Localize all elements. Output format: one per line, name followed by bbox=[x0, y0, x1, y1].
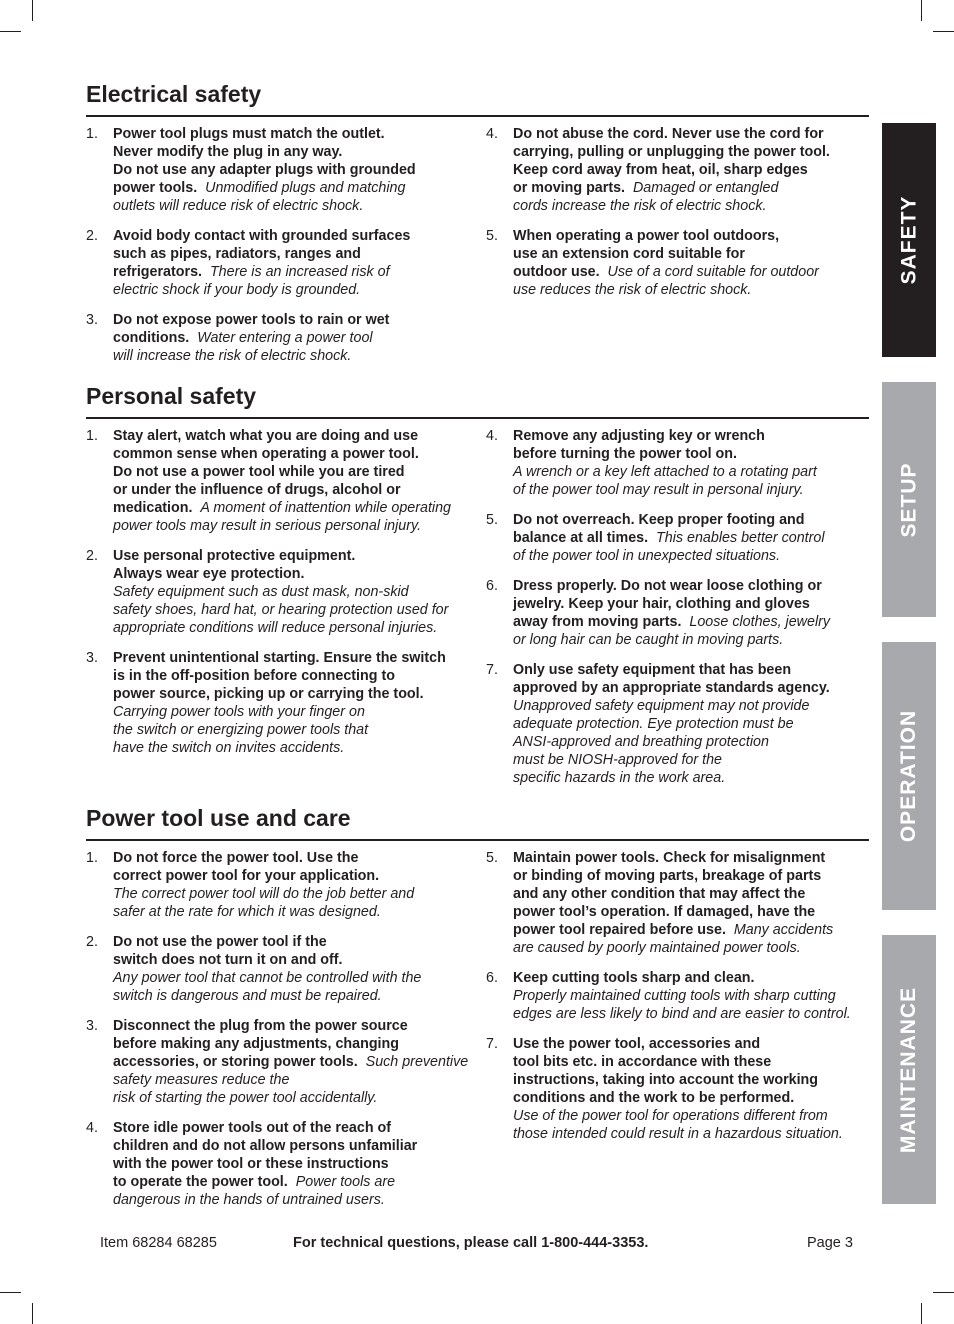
item-italic-text: cords increase the risk of electric shock. bbox=[513, 198, 767, 214]
item-italic-text: Damaged or entangled bbox=[632, 180, 779, 196]
item-text bbox=[113, 1017, 476, 1107]
item-italic-text: Water entering a power tool bbox=[197, 330, 373, 346]
item-bold-text: or binding of moving parts, breakage of parts bbox=[513, 868, 822, 884]
item-text bbox=[113, 933, 476, 1005]
crop-mark bbox=[0, 31, 21, 32]
item-bold-text: Keep cord away from heat, oil, sharp edges bbox=[513, 162, 808, 178]
section-title-power-tool-use-and-care: Power tool use and care bbox=[86, 805, 351, 831]
item-text bbox=[113, 125, 476, 215]
item-bold-text: balance at all times. bbox=[513, 530, 649, 546]
item-italic-text: safer at the rate for which it was designed. bbox=[113, 904, 381, 920]
item-number: 1. bbox=[86, 850, 98, 866]
item-bold-text: switch does not turn it on and off. bbox=[113, 952, 343, 968]
item-italic-text: edges are less likely to bind and are easier to control. bbox=[513, 1006, 851, 1022]
tab-safety-label: SAFETY bbox=[897, 195, 920, 285]
item-bold-text: Do not use any adapter plugs with grounded bbox=[113, 162, 416, 178]
section-title-electrical-safety: Electrical safety bbox=[86, 81, 262, 107]
item-italic-text: There is an increased risk of bbox=[209, 264, 390, 280]
item-bold-text: outdoor use. bbox=[513, 264, 600, 280]
crop-mark bbox=[921, 0, 922, 21]
list-item bbox=[486, 849, 868, 957]
item-italic-text: appropriate conditions will reduce personal injuries. bbox=[113, 620, 438, 636]
list-item bbox=[86, 427, 476, 535]
item-text bbox=[113, 427, 476, 535]
personal-safety-left-column bbox=[86, 427, 476, 769]
item-number: 6. bbox=[486, 970, 498, 986]
tab-operation-label: OPERATION bbox=[897, 709, 921, 843]
item-number: 3. bbox=[86, 650, 98, 666]
item-italic-text: power tools may result in serious personal injury. bbox=[113, 518, 422, 534]
item-italic-text: Use of the power tool for operations different from bbox=[513, 1108, 828, 1124]
item-bold-text: Do not force the power tool. Use the bbox=[113, 850, 359, 866]
item-bold-text: Use personal protective equipment. bbox=[113, 548, 356, 564]
tab-maintenance-label: MAINTENANCE bbox=[897, 986, 921, 1153]
item-number: 7. bbox=[486, 662, 498, 678]
item-text bbox=[513, 1035, 868, 1143]
item-italic-text: specific hazards in the work area. bbox=[513, 770, 726, 786]
item-text bbox=[113, 1119, 476, 1209]
crop-mark bbox=[933, 1292, 954, 1293]
footer-item-number: Item 68284 68285 bbox=[100, 1235, 217, 1251]
item-bold-text: Stay alert, watch what you are doing and use bbox=[113, 428, 419, 444]
item-bold-text: Do not expose power tools to rain or wet bbox=[113, 312, 390, 328]
item-bold-text: such as pipes, radiators, ranges and bbox=[113, 246, 361, 262]
item-text bbox=[513, 577, 868, 649]
list-item bbox=[486, 427, 868, 499]
item-italic-text: Unmodified plugs and matching bbox=[205, 180, 406, 196]
item-text bbox=[513, 227, 868, 299]
list-item bbox=[486, 511, 868, 565]
list-item bbox=[486, 577, 868, 649]
item-italic-text: electric shock if your body is grounded. bbox=[113, 282, 361, 298]
item-number: 6. bbox=[486, 578, 498, 594]
item-text bbox=[513, 125, 868, 215]
item-italic-text: those intended could result in a hazardous situation. bbox=[513, 1126, 843, 1142]
item-italic-text: Use of a cord suitable for outdoor bbox=[607, 264, 819, 280]
list-item bbox=[86, 1119, 476, 1209]
item-italic-text: Power tools are bbox=[295, 1174, 396, 1190]
item-number: 2. bbox=[86, 548, 98, 564]
item-italic-text: have the switch on invites accidents. bbox=[113, 740, 345, 756]
item-text bbox=[113, 227, 476, 299]
item-bold-text: conditions. bbox=[113, 330, 190, 346]
item-italic-text: A moment of inattention while operating bbox=[200, 500, 452, 516]
list-item bbox=[486, 661, 868, 787]
item-number: 7. bbox=[486, 1036, 498, 1052]
item-text bbox=[113, 547, 476, 637]
item-bold-text: Do not use a power tool while you are tired bbox=[113, 464, 405, 480]
item-bold-text: jewelry. Keep your hair, clothing and gloves bbox=[513, 596, 810, 612]
item-bold-text: and any other condition that may affect the bbox=[513, 886, 806, 902]
item-text bbox=[513, 849, 868, 957]
tab-operation[interactable] bbox=[882, 642, 936, 910]
item-bold-text: carrying, pulling or unplugging the power tool. bbox=[513, 144, 830, 160]
item-italic-text: Any power tool that cannot be controlled with the bbox=[113, 970, 422, 986]
item-italic-text: Such preventive safety measures reduce the bbox=[113, 1054, 469, 1088]
item-italic-text: risk of starting the power tool accidentally. bbox=[113, 1090, 378, 1106]
item-number: 2. bbox=[86, 228, 98, 244]
item-bold-text: is in the off-position before connecting to bbox=[113, 668, 395, 684]
item-bold-text: common sense when operating a power tool. bbox=[113, 446, 419, 462]
item-text bbox=[513, 661, 868, 787]
item-italic-text: adequate protection. Eye protection must be bbox=[513, 716, 794, 732]
item-number: 4. bbox=[86, 1120, 98, 1136]
footer-page-number: Page 3 bbox=[807, 1235, 853, 1251]
item-italic-text: A wrench or a key left attached to a rotating part bbox=[513, 464, 817, 480]
item-number: 2. bbox=[86, 934, 98, 950]
tab-maintenance[interactable] bbox=[882, 935, 936, 1204]
item-bold-text: Dress properly. Do not wear loose clothing or bbox=[513, 578, 822, 594]
item-bold-text: instructions, taking into account the working bbox=[513, 1072, 819, 1088]
list-item bbox=[86, 547, 476, 637]
item-italic-text: the switch or energizing power tools that bbox=[113, 722, 369, 738]
list-item bbox=[486, 227, 868, 299]
item-number: 5. bbox=[486, 512, 498, 528]
list-item bbox=[486, 125, 868, 215]
item-bold-text: Only use safety equipment that has been bbox=[513, 662, 792, 678]
electrical-safety-left-column bbox=[86, 125, 476, 377]
item-italic-text: Properly maintained cutting tools with sharp cutting bbox=[513, 988, 836, 1004]
item-number: 5. bbox=[486, 228, 498, 244]
power-tool-use-left-column bbox=[86, 849, 476, 1221]
item-bold-text: tool bits etc. in accordance with these bbox=[513, 1054, 772, 1070]
item-bold-text: Power tool plugs must match the outlet. bbox=[113, 126, 385, 142]
item-bold-text: Maintain power tools. Check for misalignment bbox=[513, 850, 826, 866]
item-bold-text: refrigerators. bbox=[113, 264, 202, 280]
item-text bbox=[513, 969, 868, 1023]
item-bold-text: to operate the power tool. bbox=[113, 1174, 288, 1190]
item-bold-text: Do not use the power tool if the bbox=[113, 934, 327, 950]
item-italic-text: are caused by poorly maintained power tools. bbox=[513, 940, 801, 956]
item-bold-text: power tools. bbox=[113, 180, 198, 196]
item-italic-text: safety shoes, hard hat, or hearing protection used for bbox=[113, 602, 449, 618]
item-bold-text: Do not abuse the cord. Never use the cord for bbox=[513, 126, 824, 142]
item-bold-text: medication. bbox=[113, 500, 193, 516]
list-item bbox=[86, 125, 476, 215]
list-item bbox=[86, 933, 476, 1005]
item-bold-text: Always wear eye protection. bbox=[113, 566, 305, 582]
item-number: 5. bbox=[486, 850, 498, 866]
item-italic-text: Unapproved safety equipment may not provide bbox=[513, 698, 810, 714]
list-item bbox=[486, 1035, 868, 1143]
crop-mark bbox=[32, 1303, 33, 1324]
item-italic-text: ANSI-approved and breathing protection bbox=[513, 734, 769, 750]
item-number: 1. bbox=[86, 126, 98, 142]
item-italic-text: use reduces the risk of electric shock. bbox=[513, 282, 752, 298]
item-italic-text: will increase the risk of electric shock. bbox=[113, 348, 352, 364]
crop-mark bbox=[0, 1292, 21, 1293]
crop-mark bbox=[921, 1303, 922, 1324]
item-number: 4. bbox=[486, 428, 498, 444]
item-bold-text: Do not overreach. Keep proper footing and bbox=[513, 512, 805, 528]
tab-setup-label: SETUP bbox=[897, 461, 921, 538]
item-number: 1. bbox=[86, 428, 98, 444]
list-item bbox=[86, 649, 476, 757]
item-italic-text: This enables better control bbox=[656, 530, 825, 546]
item-italic-text: switch is dangerous and must be repaired. bbox=[113, 988, 382, 1004]
item-italic-text: must be NIOSH-approved for the bbox=[513, 752, 722, 768]
section-rule bbox=[86, 839, 869, 841]
item-bold-text: correct power tool for your application. bbox=[113, 868, 380, 884]
item-bold-text: conditions and the work to be performed. bbox=[513, 1090, 795, 1106]
item-bold-text: accessories, or storing power tools. bbox=[113, 1054, 358, 1070]
item-italic-text: Many accidents bbox=[733, 922, 834, 938]
item-italic-text: or long hair can be caught in moving parts. bbox=[513, 632, 784, 648]
item-bold-text: When operating a power tool outdoors, bbox=[513, 228, 780, 244]
item-bold-text: Prevent unintentional starting. Ensure the switch bbox=[113, 650, 446, 666]
item-text bbox=[113, 649, 476, 757]
section-rule bbox=[86, 417, 869, 419]
list-item bbox=[86, 227, 476, 299]
item-text bbox=[513, 511, 868, 565]
item-bold-text: before turning the power tool on. bbox=[513, 446, 737, 462]
section-title-personal-safety: Personal safety bbox=[86, 383, 257, 409]
tab-safety[interactable] bbox=[882, 123, 936, 357]
electrical-safety-right-column bbox=[486, 125, 868, 311]
item-bold-text: Avoid body contact with grounded surfaces bbox=[113, 228, 411, 244]
footer-support-text: For technical questions, please call 1-800-444-3353. bbox=[293, 1235, 649, 1251]
crop-mark bbox=[933, 31, 954, 32]
item-bold-text: children and do not allow persons unfamiliar bbox=[113, 1138, 418, 1154]
power-tool-use-right-column bbox=[486, 849, 868, 1155]
item-bold-text: Store idle power tools out of the reach of bbox=[113, 1120, 392, 1136]
crop-mark bbox=[32, 0, 33, 21]
item-bold-text: power source, picking up or carrying the tool. bbox=[113, 686, 424, 702]
item-text bbox=[513, 427, 868, 499]
item-number: 3. bbox=[86, 312, 98, 328]
item-bold-text: away from moving parts. bbox=[513, 614, 682, 630]
list-item bbox=[86, 311, 476, 365]
item-bold-text: Keep cutting tools sharp and clean. bbox=[513, 970, 755, 986]
list-item bbox=[486, 969, 868, 1023]
item-number: 4. bbox=[486, 126, 498, 142]
item-italic-text: Safety equipment such as dust mask, non-skid bbox=[113, 584, 409, 600]
item-italic-text: of the power tool may result in personal injury. bbox=[513, 482, 804, 498]
tab-setup[interactable] bbox=[882, 382, 936, 617]
item-bold-text: with the power tool or these instructions bbox=[113, 1156, 389, 1172]
item-bold-text: Never modify the plug in any way. bbox=[113, 144, 343, 160]
item-bold-text: power tool’s operation. If damaged, have the bbox=[513, 904, 816, 920]
item-italic-text: dangerous in the hands of untrained users. bbox=[113, 1192, 385, 1208]
list-item bbox=[86, 849, 476, 921]
item-number: 3. bbox=[86, 1018, 98, 1034]
item-bold-text: approved by an appropriate standards agency. bbox=[513, 680, 830, 696]
item-italic-text: outlets will reduce risk of electric shock. bbox=[113, 198, 364, 214]
item-italic-text: of the power tool in unexpected situations. bbox=[513, 548, 781, 564]
item-bold-text: power tool repaired before use. bbox=[513, 922, 726, 938]
personal-safety-right-column bbox=[486, 427, 868, 799]
item-text bbox=[113, 311, 476, 365]
item-bold-text: use an extension cord suitable for bbox=[513, 246, 745, 262]
item-text bbox=[113, 849, 476, 921]
item-bold-text: Remove any adjusting key or wrench bbox=[513, 428, 765, 444]
list-item bbox=[86, 1017, 476, 1107]
section-rule bbox=[86, 115, 869, 117]
item-bold-text: or under the influence of drugs, alcohol or bbox=[113, 482, 401, 498]
item-bold-text: Disconnect the plug from the power source bbox=[113, 1018, 408, 1034]
item-italic-text: The correct power tool will do the job better and bbox=[113, 886, 415, 902]
item-italic-text: Carrying power tools with your finger on bbox=[113, 704, 365, 720]
item-italic-text: Loose clothes, jewelry bbox=[689, 614, 831, 630]
item-bold-text: before making any adjustments, changing bbox=[113, 1036, 399, 1052]
item-bold-text: or moving parts. bbox=[513, 180, 626, 196]
item-bold-text: Use the power tool, accessories and bbox=[513, 1036, 761, 1052]
